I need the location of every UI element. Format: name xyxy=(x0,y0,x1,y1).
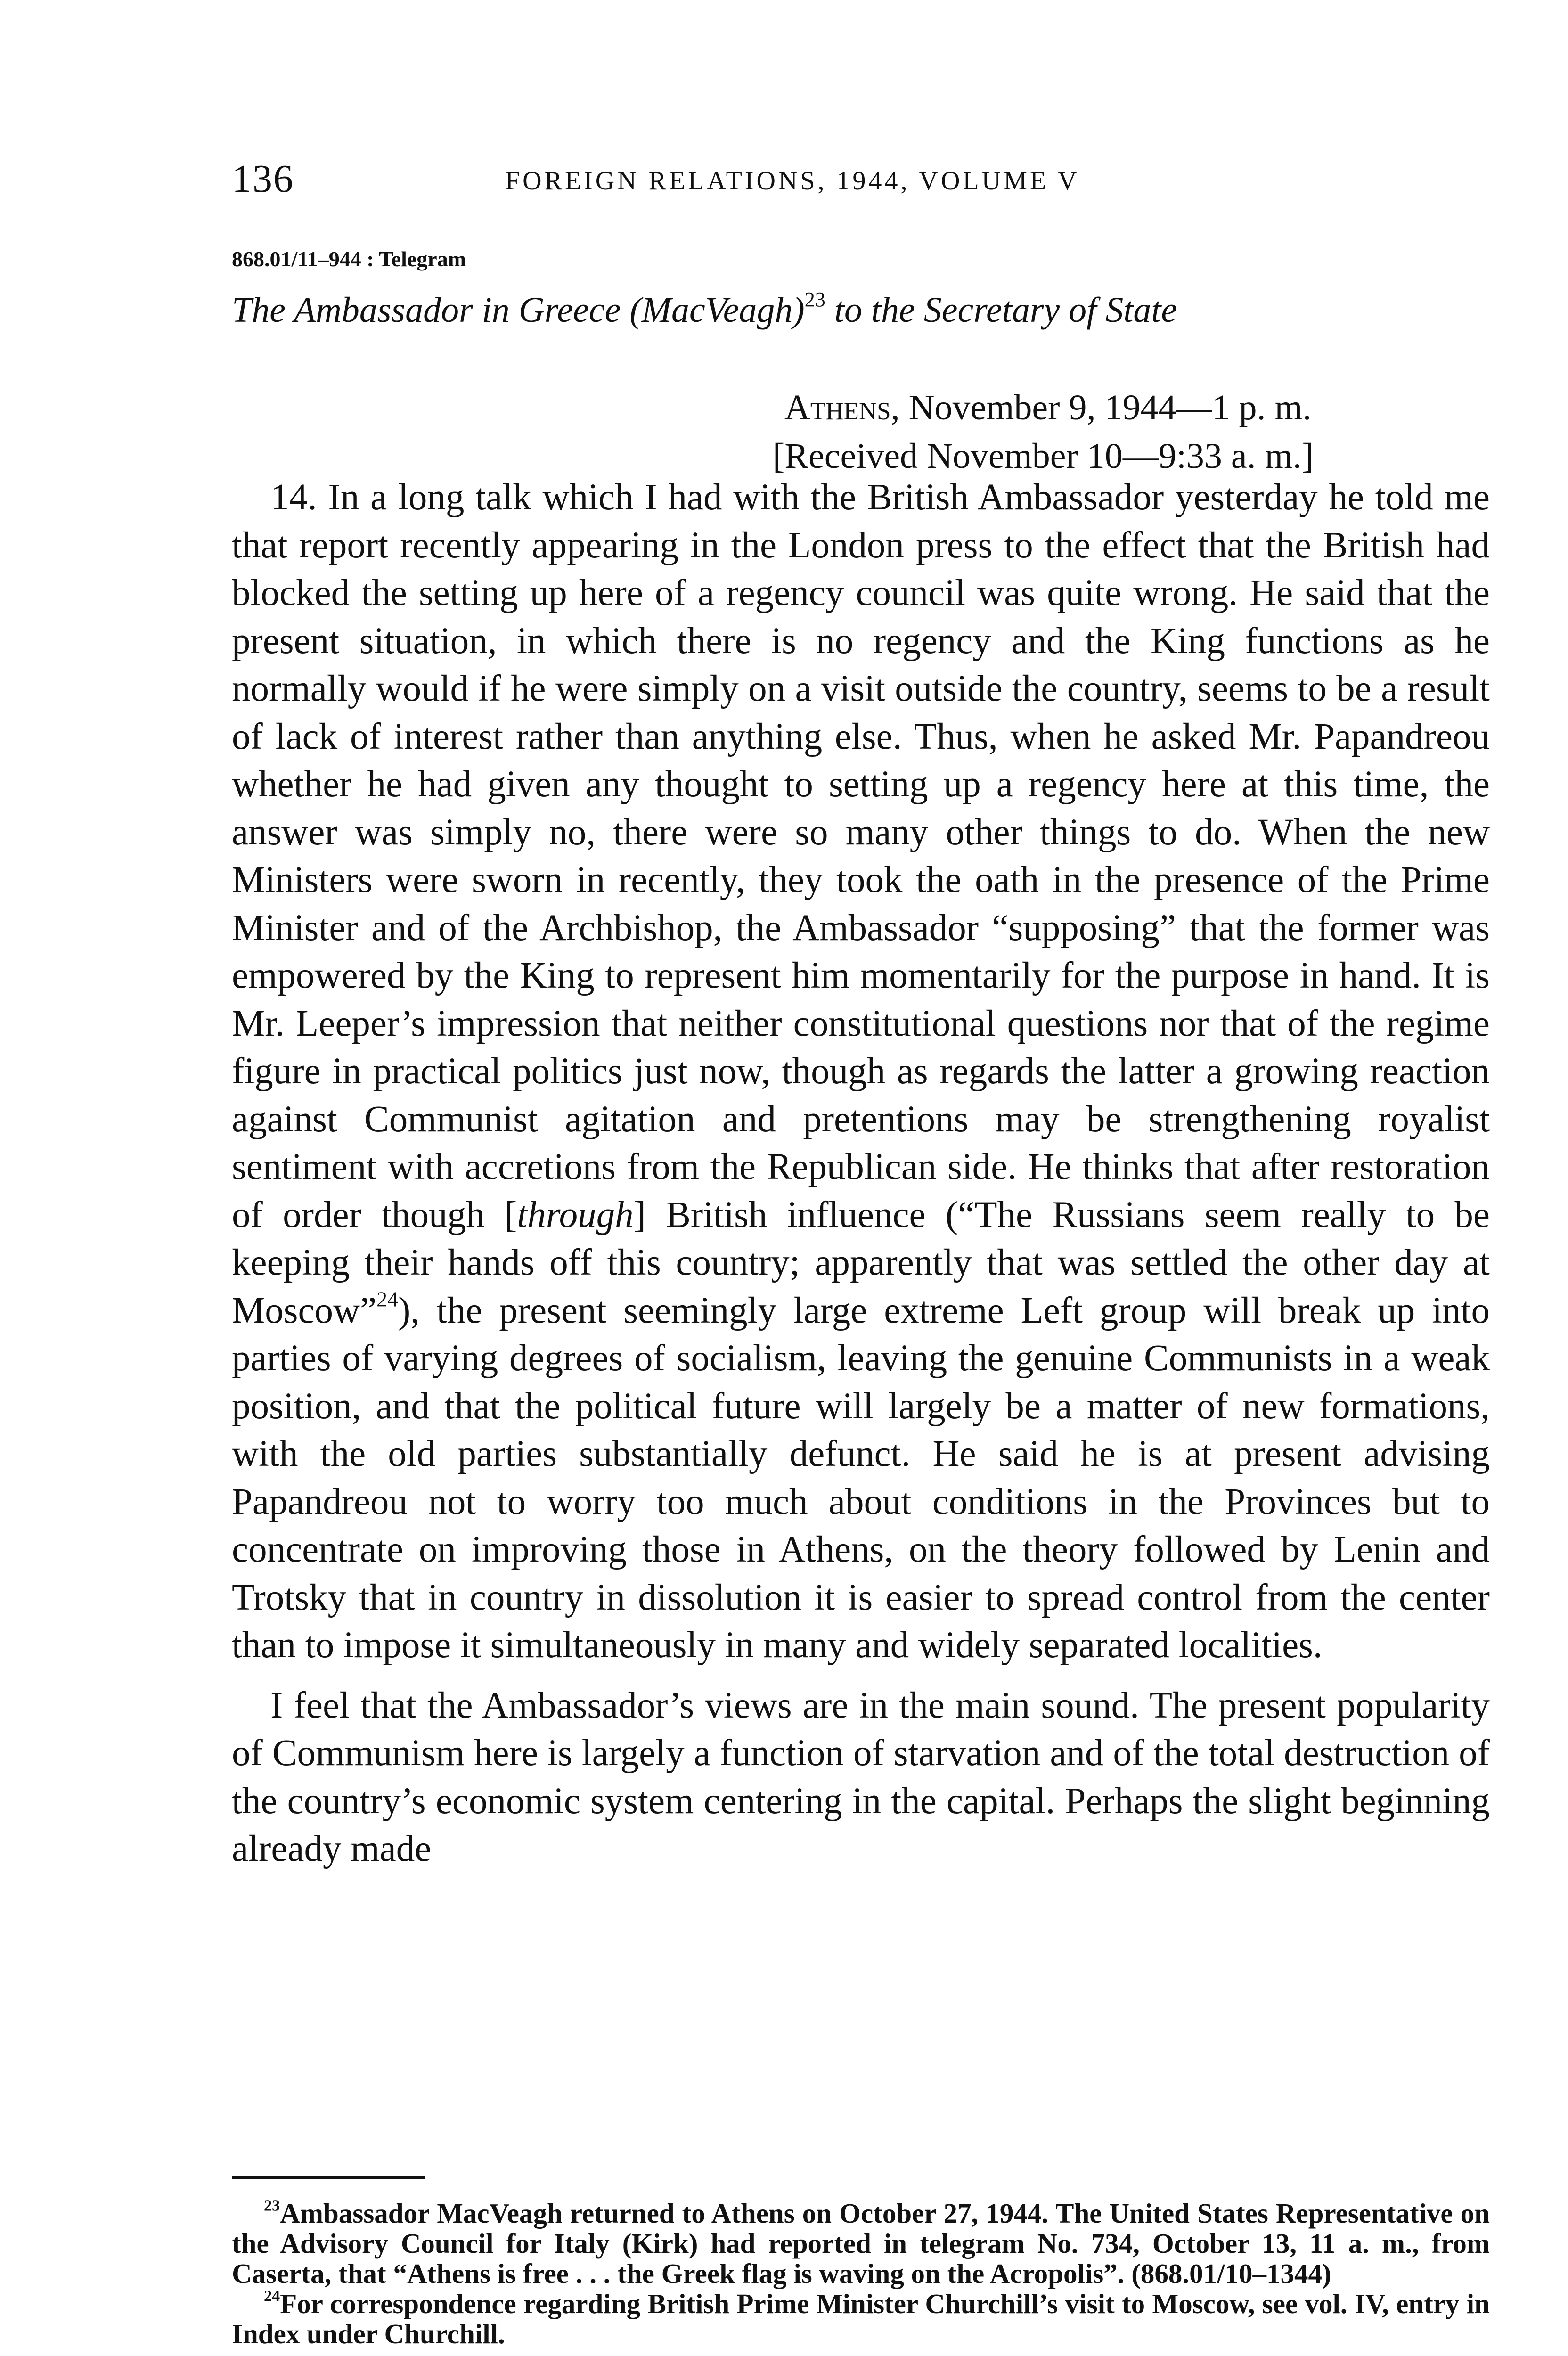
footnote-number: 24 xyxy=(264,2287,280,2305)
page-number: 136 xyxy=(232,157,294,201)
paragraph-2: I feel that the Ambassador’s views are in the main sound. The present popularity of Communism here is largely a function of starvation and of the total destruction of the country’s economic system centering in the capital. Perhaps the slight beginning already made xyxy=(232,1685,1490,1869)
running-head: FOREIGN RELATIONS, 1944, VOLUME V xyxy=(505,166,1080,196)
dateline-place: Athens xyxy=(784,388,891,427)
document-file-number: 868.01/11–944 : Telegram xyxy=(232,247,466,271)
document-title xyxy=(232,287,1560,333)
editorial-correction: through xyxy=(517,1194,634,1235)
document-title-recipient: to the Secretary of State xyxy=(825,290,1177,330)
footnote-number: 23 xyxy=(264,2197,280,2215)
footnote-reference-24: 24 xyxy=(376,1287,398,1311)
received-line: [Received November 10—9:33 a. m.] xyxy=(773,436,1314,476)
footnote-23 xyxy=(232,2198,1490,2289)
footnote-text: Ambassador MacVeagh returned to Athens on October 27, 1944. The United States Representative on the Advisory Council for Italy (Kirk) had reported in telegram No. 734, October 13, 11 a. m., from Caserta, that “Athens is free . . . the Greek flag is waving on the Acropolis”. (868.01/10–1344) xyxy=(232,2198,1490,2289)
footnote-text: For correspondence regarding British Prime Minister Churchill’s visit to Moscow, see vol. IV, entry in Index under Churchill. xyxy=(232,2288,1490,2349)
telegram-body xyxy=(232,474,1490,1873)
document-title-text: The Ambassador in Greece (MacVeagh) xyxy=(232,290,805,330)
footnote-separator xyxy=(232,2176,425,2179)
paragraph-1 xyxy=(232,474,1490,1669)
footnotes-section xyxy=(232,2198,1490,2349)
dateline-time: , November 9, 1944—1 p. m. xyxy=(890,388,1312,427)
dateline xyxy=(784,384,1312,431)
paragraph-1-quoted-text: ] British influence (“The Russians seem really to be keeping their hands off this country; apparently that was settled the other day at Moscow” xyxy=(232,1194,1490,1331)
paragraph-1-main-text: 14. In a long talk which I had with the British Ambassador yesterday he told me that report recently appearing in the London press to the effect that the British had blocked the setting up here of a regency council was quite wrong. He said that the present situation, in which there is no regency and the King functions as he normally would if he were simply on a visit outside the country, seems to be a result of lack of interest rather than anything else. Thus, when he asked Mr. Papandreou whether he had given any thought to setting up a regency here at this time, the answer was simply no, there were so many other things to do. When the new Ministers were sworn in recently, they took the oath in the presence of the Prime Minister and of the Archbishop, the Ambassador “supposing” that the former was empowered by the King to represent him momentarily for the purpose in hand. It is Mr. Leeper’s impression that neither constitutional questions nor that of the regime figure in practical politics just now, though as regards the latter a growing reaction against Communist agitation and pretentions may be strengthening royalist sentiment with accretions from the Republican side. He thinks that after restoration of order though [ xyxy=(232,477,1490,1235)
footnote-reference-23: 23 xyxy=(804,287,825,311)
footnote-24 xyxy=(232,2289,1490,2349)
page-header xyxy=(232,155,1480,207)
paragraph-1-conclusion: ), the present seemingly large extreme Left group will break up into parties of varying degrees of socialism, leaving the genuine Communists in a weak position, and that the political future will largely be a matter of new formations, with the old parties substantially defunct. He said he is at present advising Papandreou not to worry too much about conditions in the Provinces but to concentrate on improving those in Athens, on the theory followed by Lenin and Trotsky that in country in dissolution it is easier to spread control from the center than to impose it simultaneously in many and widely separated localities. xyxy=(232,1290,1490,1666)
